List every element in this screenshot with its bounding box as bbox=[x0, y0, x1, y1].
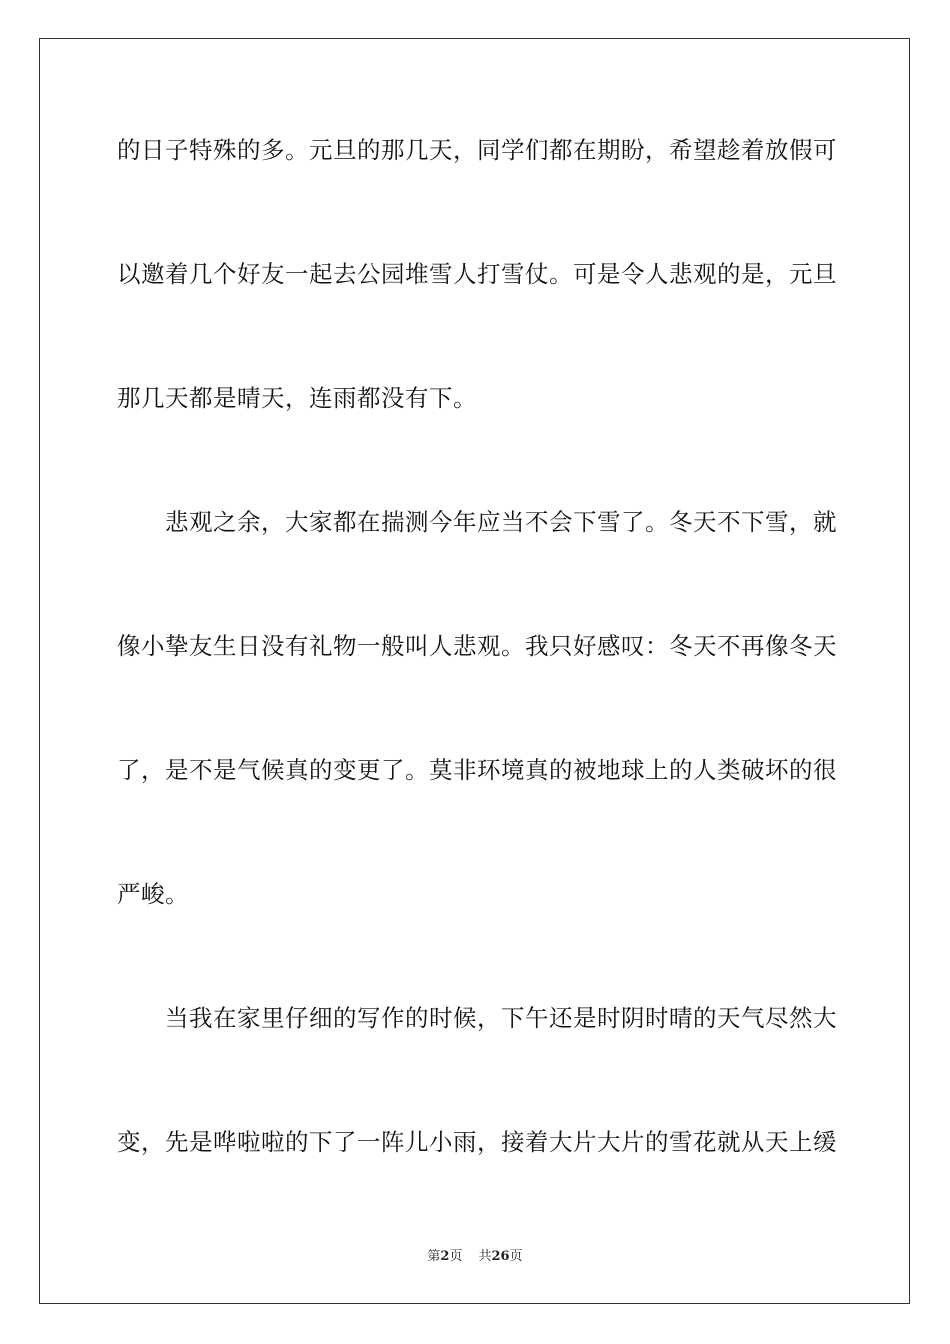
text-line: 变，先是哗啦啦的下了一阵儿小雨，接着大片大片的雪花就从天上缓 bbox=[117, 1128, 837, 1156]
page-prefix: 第 bbox=[427, 1249, 441, 1264]
text-line: 的日子特殊的多。元旦的那几天，同学们都在期盼，希望趁着放假可 bbox=[117, 136, 837, 164]
page-suffix: 页 bbox=[449, 1249, 463, 1264]
total-suffix: 页 bbox=[509, 1249, 523, 1264]
text-line: 像小挚友生日没有礼物一般叫人悲观。我只好感叹：冬天不再像冬天 bbox=[117, 632, 837, 660]
total-pages: 26 bbox=[491, 1249, 510, 1264]
text-line: 悲观之余，大家都在揣测今年应当不会下雪了。冬天不下雪，就 bbox=[165, 508, 837, 536]
text-line: 那几天都是晴天，连雨都没有下。 bbox=[117, 384, 477, 412]
page-footer bbox=[0, 1248, 950, 1266]
total-prefix: 共 bbox=[478, 1249, 492, 1264]
text-line: 以邀着几个好友一起去公园堆雪人打雪仗。可是令人悲观的是，元旦 bbox=[117, 260, 837, 288]
text-line: 了，是不是气候真的变更了。莫非环境真的被地球上的人类破坏的很 bbox=[117, 756, 837, 784]
text-line: 严峻。 bbox=[117, 880, 189, 908]
page-number: 2 bbox=[440, 1249, 450, 1264]
text-line: 当我在家里仔细的写作的时候，下午还是时阴时晴的天气尽然大 bbox=[165, 1004, 837, 1032]
page-border bbox=[39, 38, 910, 1304]
